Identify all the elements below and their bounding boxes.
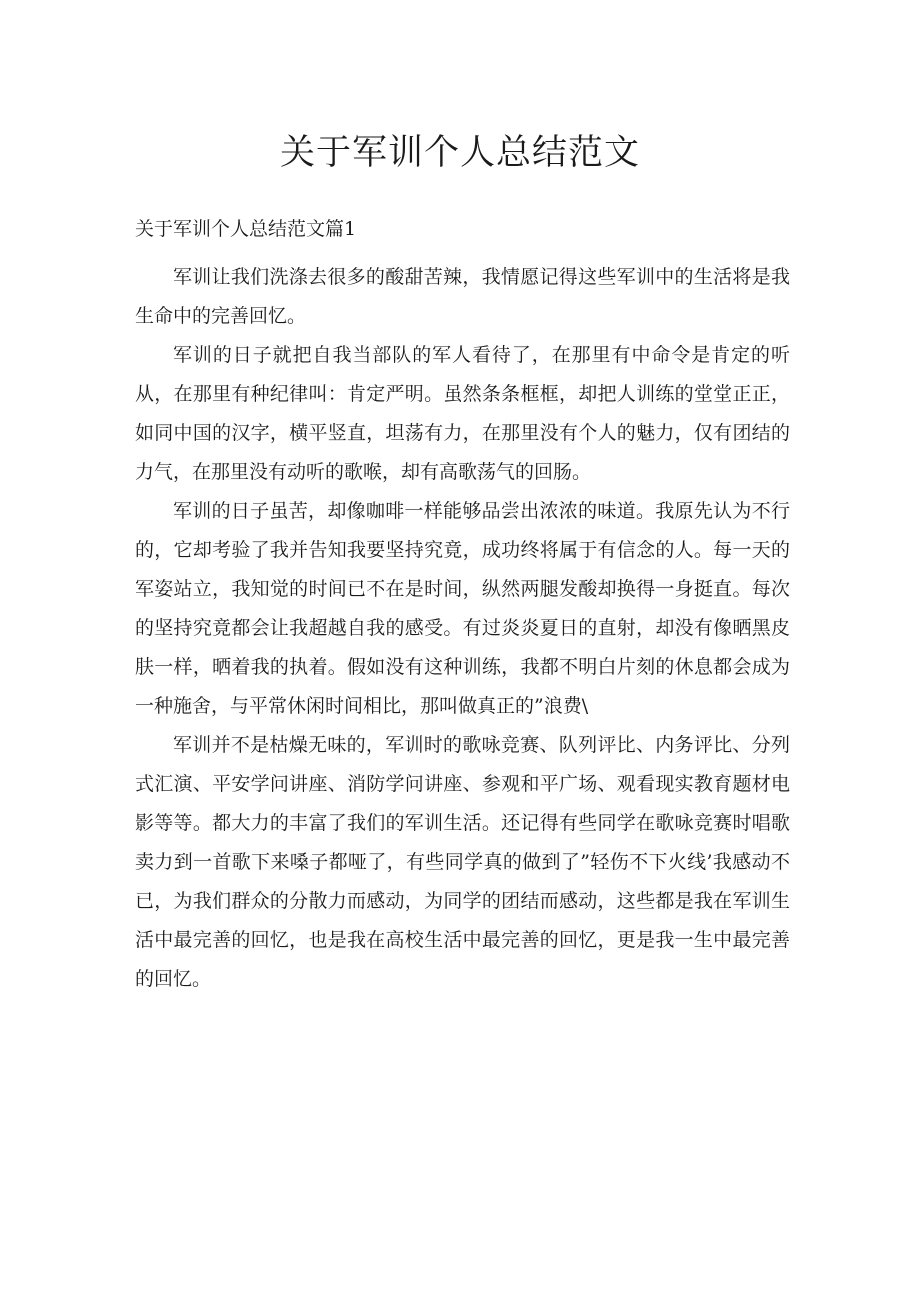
paragraph-1: 军训让我们洗涤去很多的酸甜苦辣，我情愿记得这些军训中的生活将是我生命中的完善回忆。	[135, 266, 790, 327]
paragraph-2: 军训的日子就把自我当部队的军人看待了，在那里有中命令是肯定的听从，在那里有种纪律叫：肯定严明。虽然条条框框，却把人训练的堂堂正正，如同中国的汉字，横平竖直，坦荡有力，在那里没有个人的魅力，仅有团结的力气，在那里没有动听的歌喉，却有高歌荡气的回肠。	[135, 344, 790, 483]
paragraph-4: 军训并不是枯燥无味的，军训时的歌咏竞赛、队列评比、内务评比、分列式汇演、平安学问讲座、消防学问讲座、参观和平广场、观看现实教育题材电影等等。都大力的丰富了我们的军训生活。还记得有些同学在歌咏竞赛时唱歌卖力到一首歌下来嗓子都哑了，有些同学真的做到了”轻伤不下火线’我感动不已，为我们群众的分散力而感动，为同学的团结而感动，这些都是我在军训生活中最完善的回忆，也是我在高校生活中最完善的回忆，更是我一生中最完善的回忆。	[135, 734, 790, 990]
section-heading: 关于军训个人总结范文篇1	[135, 218, 357, 240]
document-body	[135, 258, 790, 999]
paragraph-3: 军训的日子虽苦，却像咖啡一样能够品尝出浓浓的味道。我原先认为不行的，它却考验了我并告知我要坚持究竟，成功终将属于有信念的人。每一天的军姿站立，我知觉的时间已不在是时间，纵然两腿发酸却换得一身挺直。每次的坚持究竟都会让我超越自我的感受。有过炎炎夏日的直射，却没有像晒黑皮肤一样，晒着我的执着。假如没有这种训练，我都不明白片刻的休息都会成为一种施舍，与平常休闲时间相比，那叫做真正的”浪费\	[135, 500, 790, 717]
document-title: 关于军训个人总结范文	[279, 133, 640, 173]
